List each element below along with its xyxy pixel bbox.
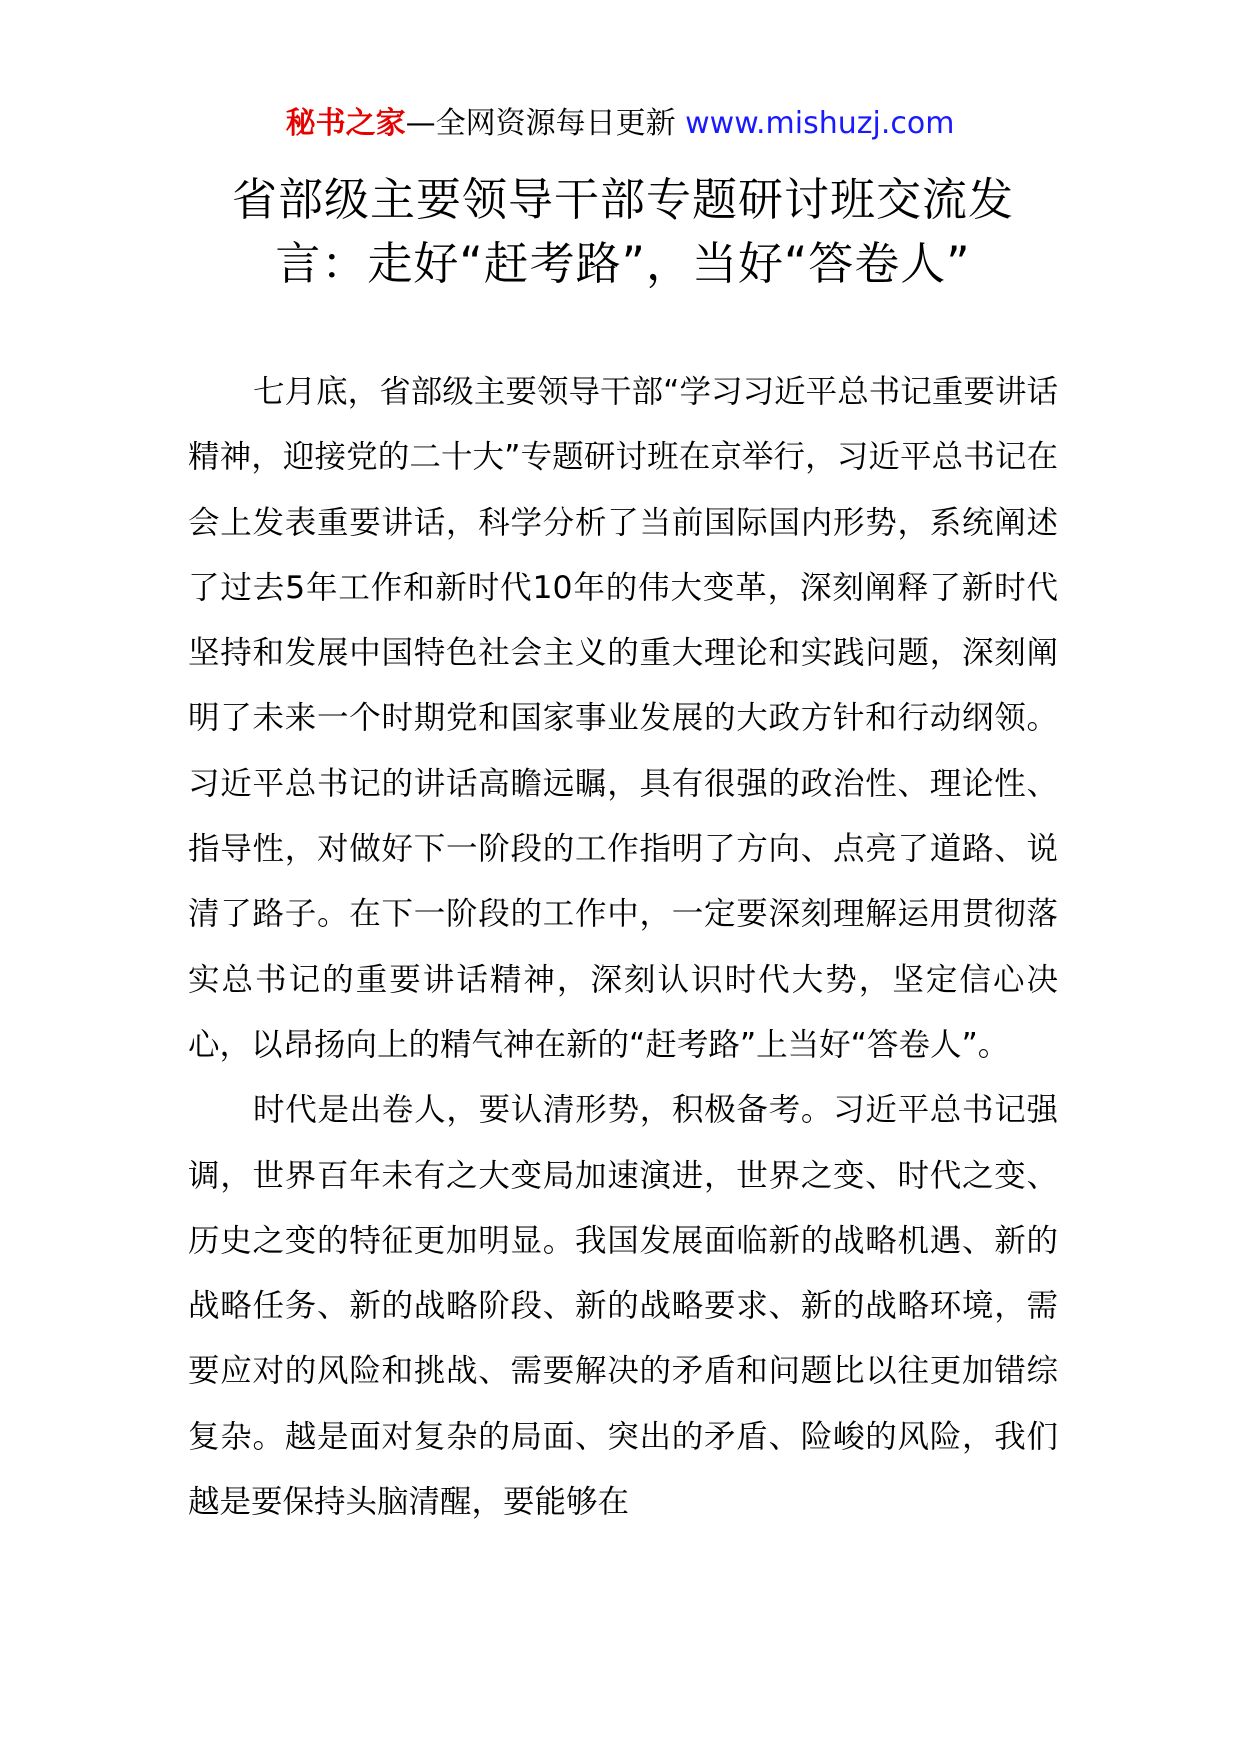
site-url: www.mishuzj.com xyxy=(685,106,955,141)
paragraph-2: 时代是出卷人，要认清形势，积极备考。习近平总书记强调，世界百年未有之大变局加速演进，世界之变、时代之变、历史之变的特征更加明显。我国发展面临新的战略机遇、新的战略任务、新的战略阶段、新的战略要求、新的战略环境，需要应对的风险和挑战、需要解决的矛盾和问题比以往更加错综复杂。越是面对复杂的局面、突出的矛盾、险峻的风险，我们越是要保持头脑清醒，要能够在 xyxy=(188,1092,1058,1521)
document-title: 省部级主要领导干部专题研讨班交流发言：走好“赶考路”，当好“答卷人” xyxy=(231,173,1014,290)
site-tagline: —全网资源每日更新 xyxy=(405,106,676,141)
site-header xyxy=(0,104,1240,144)
document-body xyxy=(188,360,1058,1535)
brand-name: 秘书之家 xyxy=(285,106,406,141)
paragraph-1: 七月底，省部级主要领导干部“学习习近平总书记重要讲话精神，迎接党的二十大”专题研讨班在京举行，习近平总书记在会上发表重要讲话，科学分析了当前国际国内形势，系统阐述了过去5年工作和新时代10年的伟大变革，深刻阐释了新时代坚持和发展中国特色社会主义的重大理论和实践问题，深刻阐明了未来一个时期党和国家事业发展的大政方针和行动纲领。习近平总书记的讲话高瞻远瞩，具有很强的政治性、理论性、指导性，对做好下一阶段的工作指明了方向、点亮了道路、说清了路子。在下一阶段的工作中，一定要深刻理解运用贯彻落实总书记的重要讲话精神，深刻认识时代大势，坚定信心决心，以昂扬向上的精气神在新的“赶考路”上当好“答卷人”。 xyxy=(188,374,1058,1063)
